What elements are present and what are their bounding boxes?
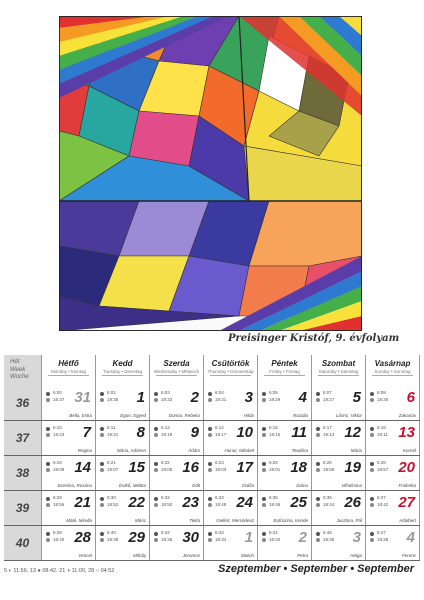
day-header-rule [210,375,251,376]
day-cell[interactable] [312,386,366,420]
sunset-time: 19:13 [323,432,335,437]
day-name-translations: Thursday • Donnerstag [207,369,254,374]
day-cell[interactable] [204,491,258,525]
sunrise-icon [262,462,266,466]
day-number: 25 [290,494,307,511]
sunset-time: 18:42 [377,502,389,507]
sunset-icon [370,503,374,507]
name-day: Adalbert [399,518,416,523]
sunrise-time: 6:32 [161,495,170,500]
name-day: Ádám [188,448,200,453]
name-day: Egon, Egyed [120,413,146,418]
day-cell[interactable] [96,526,150,560]
name-day: Helga [350,553,362,558]
sunset-icon [262,398,266,402]
name-day: Friderika [398,483,416,488]
name-day: Malvin [240,553,254,558]
sunrise-time: 6:44 [269,530,278,535]
day-number: 10 [236,424,253,441]
sunset-time: 19:21 [107,432,119,437]
sunrise-time: 6:26 [323,460,332,465]
week-row [4,421,420,456]
sunset-icon [262,538,266,542]
sunset-time: 19:11 [377,432,388,437]
sunset-time: 18:57 [377,467,389,472]
name-day: Zsófia [241,483,254,488]
sunrise-time: 6:08 [377,390,386,395]
name-day: Hilda [243,413,254,418]
name-day: Mária, Adrienn [116,448,146,453]
sunrise-icon [262,497,266,501]
sunrise-time: 6:46 [323,530,332,535]
sunset-time: 19:35 [107,397,119,402]
day-header [312,355,366,386]
name-day: Zakariás [398,413,416,418]
sunrise-icon [208,532,212,536]
sunset-time: 18:34 [215,537,227,542]
sunrise-time: 6:23 [215,460,224,465]
sunrise-time: 6:22 [161,460,170,465]
day-number: 14 [74,459,91,476]
sunrise-time: 6:04 [215,390,224,395]
sunrise-time: 6:33 [215,495,224,500]
sunset-time: 18:48 [215,502,227,507]
sunrise-icon [208,462,212,466]
week-row [4,491,420,526]
day-header [96,355,150,386]
sunrise-time: 6:40 [107,530,116,535]
day-cell[interactable] [312,421,366,455]
sunrise-icon [370,427,374,431]
day-number: 23 [182,494,199,511]
day-name: Hétfő [58,359,79,368]
week-number: 40 [4,526,42,560]
day-header-rule [102,375,143,376]
sunrise-icon [154,427,158,431]
day-cell[interactable] [366,491,420,525]
day-cell[interactable] [258,526,312,560]
day-header [258,355,312,386]
week-number: 38 [4,456,42,490]
sunrise-time: 6:36 [323,495,332,500]
sunset-time: 19:03 [215,467,227,472]
sunset-time: 18:32 [269,537,281,542]
sunrise-icon [46,462,50,466]
sunrise-time: 6:35 [269,495,278,500]
day-cell[interactable] [366,421,420,455]
day-name: Kedd [112,359,133,368]
sunrise-icon [370,392,374,396]
name-day: Eufrozina, Kende [273,518,308,523]
sunset-icon [100,468,104,472]
day-number: 16 [182,459,199,476]
day-cell[interactable] [258,491,312,525]
sunrise-icon [100,462,104,466]
day-header-rule [318,375,359,376]
sunset-time: 19:31 [215,397,227,402]
sunset-icon [370,398,374,402]
name-day: Jusztina, Pál [336,518,362,523]
name-day: Enikő, Melitta [118,483,146,488]
day-name: Péntek [271,359,298,368]
day-number: 26 [344,494,361,511]
day-number: 27 [398,494,415,511]
sunset-icon [154,538,158,542]
day-cell[interactable] [366,526,420,560]
day-number: 30 [182,529,199,546]
sunrise-icon [370,497,374,501]
art-bottom-left [59,201,269,331]
day-cell[interactable] [42,421,96,455]
day-number: 4 [406,529,415,546]
sunrise-icon [208,497,212,501]
day-number: 11 [291,424,307,441]
day-cell[interactable] [150,421,204,455]
sunset-time: 18:38 [107,537,119,542]
sunrise-icon [316,532,320,536]
sunset-icon [262,468,266,472]
sunset-time: 18:40 [53,537,65,542]
day-number: 18 [290,459,307,476]
sunrise-icon [262,427,266,431]
sunset-time: 18:46 [269,502,281,507]
name-day: Gellért, Mercédesz [216,518,254,523]
day-name-translations: Saturday • Samstag [318,369,359,374]
sunrise-time: 6:11 [107,425,116,430]
day-header [42,355,96,386]
sunrise-time: 6:30 [107,495,116,500]
sunrise-time: 6:21 [107,460,116,465]
sunrise-icon [316,497,320,501]
sunrise-icon [208,392,212,396]
week-row [4,386,420,421]
sunrise-icon [46,497,50,501]
day-name-translations: Wednesday • Mittwoch [153,369,200,374]
sunset-icon [316,398,320,402]
sunset-icon [154,398,158,402]
sunrise-time: 6:43 [215,530,224,535]
day-number: 5 [352,389,361,406]
day-cell[interactable] [258,386,312,420]
artwork-drawing [59,16,362,331]
sunrise-icon [154,532,158,536]
sunrise-time: 6:29 [53,495,62,500]
artist-signature: Preisinger Kristóf, 9. évfolyam [228,333,400,344]
day-cell[interactable] [312,491,366,525]
sunrise-icon [100,427,104,431]
name-day: Ferenc [401,553,416,558]
sunset-icon [370,433,374,437]
sunrise-time: 6:37 [377,495,386,500]
sunset-time: 19:19 [161,432,173,437]
day-number: 1 [136,389,145,406]
sunrise-icon [154,462,158,466]
name-day: Szeréna, Roxána [57,483,92,488]
name-day: Jeromos [182,553,200,558]
day-header-rule [48,375,89,376]
day-cell[interactable] [258,421,312,455]
sunset-time: 19:09 [53,467,65,472]
day-header [366,355,420,386]
sunrise-icon [46,392,50,396]
day-cell[interactable] [96,491,150,525]
name-day: Kornél [402,448,416,453]
sunset-icon [154,433,158,437]
day-number: 31 [74,389,91,406]
sunset-time: 19:29 [269,397,281,402]
sunset-icon [100,398,104,402]
sunrise-time: 6:47 [377,530,386,535]
sunrise-icon [370,532,374,536]
name-day: Edit [192,483,200,488]
sunset-icon [208,433,212,437]
week-column-header [4,355,42,386]
sunrise-time: 6:15 [269,425,278,430]
week-row [4,456,420,491]
day-number: 2 [298,529,307,546]
day-name-translations: Tuesday • Dienstag [103,369,142,374]
day-number: 29 [128,529,145,546]
week-number: 39 [4,491,42,525]
sunset-icon [154,468,158,472]
day-cell[interactable] [204,526,258,560]
name-day: Petra [297,553,308,558]
day-cell[interactable] [312,456,366,490]
sunset-time: 18:30 [323,537,335,542]
name-day: Tekla [189,518,200,523]
day-name: Szombat [321,359,356,368]
sunset-time: 18:55 [53,502,65,507]
day-cell[interactable] [204,386,258,420]
sunset-time: 19:07 [107,467,119,472]
name-day: Máté, Mirella [66,518,92,523]
sunset-icon [100,503,104,507]
day-number: 12 [344,424,361,441]
sunset-icon [208,398,212,402]
sunrise-time: 6:18 [377,425,386,430]
sunrise-time: 6:25 [269,460,278,465]
day-number: 3 [352,529,361,546]
sunset-time: 19:15 [269,432,281,437]
week-label-en: Week [10,366,26,373]
day-name-translations: Sunday • Sonntag [374,369,411,374]
day-cell[interactable] [366,386,420,420]
name-day: Diána [296,483,308,488]
day-number: 15 [128,459,145,476]
sunrise-icon [208,427,212,431]
day-cell[interactable] [96,421,150,455]
name-day: Dorina, Rebeka [168,413,200,418]
sunset-icon [208,503,212,507]
sunset-icon [208,468,212,472]
day-cell[interactable] [150,386,204,420]
sunrise-time: 6:01 [107,390,116,395]
day-number: 22 [128,494,145,511]
week-label-hu: Hét [10,359,20,365]
sunset-icon [262,433,266,437]
sunrise-icon [316,462,320,466]
sunset-icon [100,433,104,437]
sunrise-time: 6:05 [269,390,278,395]
sunset-icon [370,468,374,472]
day-number: 9 [190,424,199,441]
name-day: Hunor, Nikolett [224,448,254,453]
sunrise-time: 6:07 [323,390,332,395]
sunset-icon [46,433,50,437]
sunset-icon [316,538,320,542]
day-number: 24 [236,494,253,511]
sunrise-icon [154,497,158,501]
sunrise-time: 6:03 [161,390,170,395]
sunset-icon [262,503,266,507]
day-name: Szerda [163,359,190,368]
sunset-icon [154,503,158,507]
sunrise-icon [100,497,104,501]
sunrise-time: 6:17 [323,425,332,430]
day-name-translations: Monday • Montag [50,369,87,374]
day-name: Csütörtök [211,359,250,368]
sunset-time: 18:50 [161,502,173,507]
day-cell[interactable] [204,456,258,490]
sunrise-time: 6:19 [53,460,62,465]
name-day: Mária [350,448,362,453]
sunrise-icon [370,462,374,466]
day-number: 28 [74,529,91,546]
week-number: 37 [4,421,42,455]
day-cell[interactable] [258,456,312,490]
day-header-rule [156,375,197,376]
sunrise-icon [154,392,158,396]
sunrise-icon [100,532,104,536]
sunset-icon [316,503,320,507]
day-cell[interactable] [150,456,204,490]
day-number: 20 [398,459,415,476]
sunset-icon [46,503,50,507]
sunrise-time: 6:10 [53,425,62,430]
sunrise-time: 6:00 [53,390,62,395]
day-cell[interactable] [150,526,204,560]
name-day: Vilhelmina [341,483,362,488]
day-cell[interactable] [42,526,96,560]
sunset-time: 19:23 [53,432,65,437]
day-number: 6 [406,389,415,406]
day-name: Vasárnap [374,359,411,368]
week-label-de: Woche [10,374,29,380]
moon-phase-legend: 5 ◐ 11:56, 13 ● 08:42, 21 ◑ 11:00, 28 ○ 04:52 [4,568,115,574]
sunset-time: 18:44 [323,502,335,507]
sunset-time: 18:52 [107,502,119,507]
day-cell[interactable] [150,491,204,525]
sunset-time: 19:17 [215,432,227,437]
day-number: 2 [190,389,199,406]
day-number: 4 [298,389,307,406]
day-cell[interactable] [96,456,150,490]
sunset-icon [316,468,320,472]
sunset-icon [370,538,374,542]
day-number: 8 [136,424,145,441]
sunrise-time: 6:42 [161,530,170,535]
day-name-translations: Friday • Freitag [269,369,300,374]
sunset-icon [46,538,50,542]
sunrise-time: 6:28 [377,460,386,465]
name-day: Móric [135,518,146,523]
day-header [150,355,204,386]
day-cell[interactable] [96,386,150,420]
name-day: Rozália [292,413,308,418]
day-cell[interactable] [204,421,258,455]
sunset-icon [46,398,50,402]
day-cell[interactable] [42,386,96,420]
week-number: 36 [4,386,42,420]
sunset-time: 18:59 [323,467,335,472]
sunrise-icon [262,392,266,396]
week-row [4,526,420,561]
sunset-icon [100,538,104,542]
name-day: Teodóra [291,448,308,453]
day-number: 13 [398,424,415,441]
month-title: Szeptember • September • September [218,563,414,575]
sunrise-icon [316,427,320,431]
sunset-icon [46,468,50,472]
name-day: Regina [77,448,92,453]
sunrise-icon [100,392,104,396]
day-number: 17 [236,459,253,476]
name-day: Bella, Erika [69,413,92,418]
sunset-time: 19:37 [53,397,65,402]
sunrise-time: 6:14 [215,425,224,430]
name-day: Lőrinc, Viktor [335,413,362,418]
day-cell[interactable] [312,526,366,560]
sunrise-time: 6:12 [161,425,170,430]
day-number: 19 [344,459,361,476]
sunset-icon [316,433,320,437]
day-number: 21 [74,494,91,511]
sunset-time: 19:33 [161,397,173,402]
name-day: Mihály [132,553,146,558]
calendar-header-row [4,355,420,386]
day-cell[interactable] [42,491,96,525]
sunset-time: 19:25 [377,397,389,402]
name-day: Vencel [78,553,92,558]
day-number: 7 [82,424,91,441]
sunset-icon [208,538,212,542]
day-header [204,355,258,386]
sunset-time: 19:01 [269,467,281,472]
sunrise-icon [46,427,50,431]
day-header-rule [372,375,413,376]
sunrise-icon [262,532,266,536]
day-number: 1 [244,529,253,546]
day-header-rule [264,375,305,376]
day-number: 3 [244,389,253,406]
sunset-time: 18:36 [161,537,173,542]
sunset-time: 18:28 [377,537,389,542]
day-cell[interactable] [366,456,420,490]
sunrise-time: 6:39 [53,530,62,535]
sunrise-icon [46,532,50,536]
sunrise-icon [316,392,320,396]
sunset-time: 19:27 [323,397,335,402]
sunset-time: 19:05 [161,467,173,472]
day-cell[interactable] [42,456,96,490]
